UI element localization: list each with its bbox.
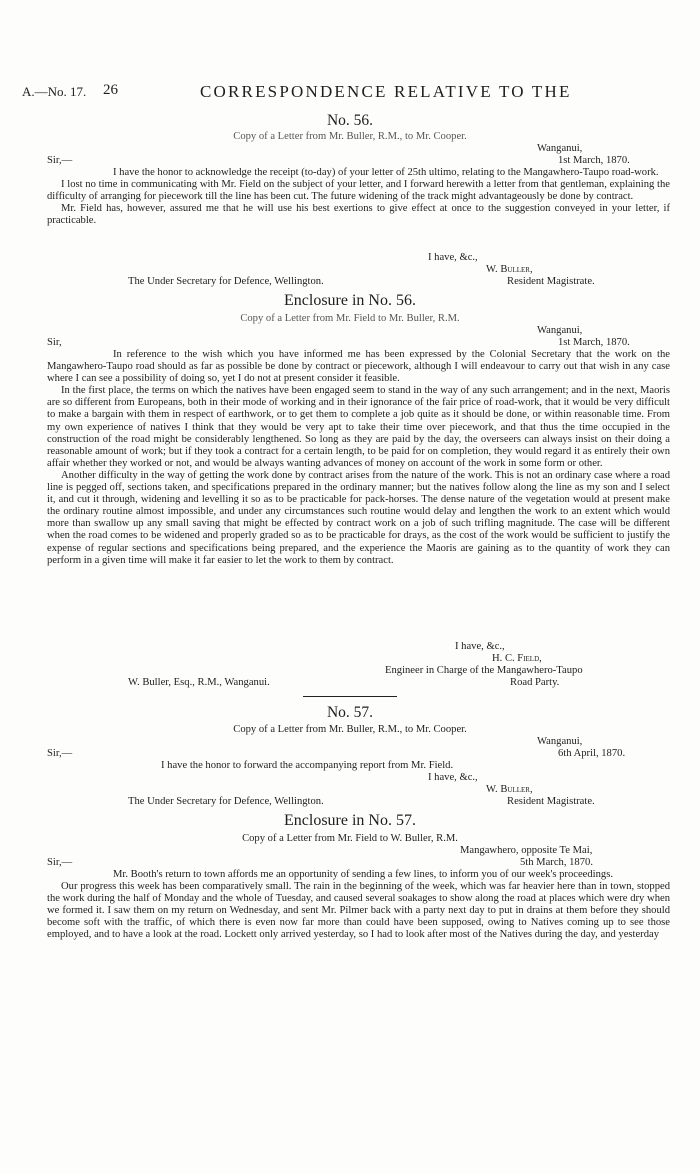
paragraph: I lost no time in communicating with Mr. Field on the subject of your letter, and I forward herewith a letter from that gentleman, explaining the difficulty of arranging for piecework till the line has been cut. The future widening of the track might advantageously be done by contract.	[47, 179, 670, 203]
enclosure-56-body	[47, 349, 670, 567]
enclosure-56-addressee: W. Buller, Esq., R.M., Wanganui.	[128, 677, 270, 688]
enclosure-56-place: Wanganui,	[537, 325, 583, 336]
parliamentary-paper-ref: A.—No. 17.	[22, 84, 87, 99]
enclosure-56-subtitle: Copy of a Letter from Mr. Field to Mr. Buller, R.M.	[240, 313, 460, 324]
paragraph: Mr. Booth's return to town affords me an opportunity of sending a few lines, to inform you of our week's proceedings.	[113, 869, 613, 880]
enclosure-56-heading: Enclosure in No. 56.	[284, 292, 416, 309]
enclosure-56-date: 1st March, 1870.	[558, 337, 630, 348]
section-divider	[303, 696, 397, 697]
letter-57-addressee: The Under Secretary for Defence, Wellington.	[128, 796, 324, 807]
enclosure-56-signer-title-2: Road Party.	[510, 677, 560, 688]
enclosure-57-place: Mangawhero, opposite Te Mai,	[460, 845, 593, 856]
letter-57-place: Wanganui,	[537, 736, 583, 747]
enclosure-57-date: 5th March, 1870.	[520, 857, 593, 868]
letter-56-addressee: The Under Secretary for Defence, Wellington.	[128, 276, 324, 287]
enclosure-56-salutation: Sir,	[47, 337, 62, 348]
letter-57-date: 6th April, 1870.	[558, 748, 626, 759]
letter-57-closing: I have, &c.,	[428, 772, 478, 783]
paragraph: I have the honor to acknowledge the receipt (to-day) of your letter of 25th ultimo, relating to the Mangawhero-Taupo road-work.	[113, 167, 659, 178]
letter-56-date: 1st March, 1870.	[558, 155, 630, 166]
enclosure-57-subtitle: Copy of a Letter from Mr. Field to W. Buller, R.M.	[242, 833, 458, 844]
paragraph: Another difficulty in the way of getting the work done by contract arises from the nature of the work. This is not an ordinary case where a road line is pegged off, sections taken, and specifications prepared in the ordinary manner; but the natives follow along the line as my son and I select it, and cut it through, widening and levelling it so as to be practicable for pack-horses. The dense nature of the vegetation would at present make the ordinary routine almost impossible, and under any circumstances such routine would delay and lengthen the work to an extent which would more than swallow up any small saving that might be effected by contract work on a job of such trifling magnitude. The case will be different when the road comes to be widened and properly graded so as to be practicable for drays, as the cost of the work would be sufficient to justify the expense of regular sections and specifications being prepared, and the experience the Maoris are gaining as to the quantity of work they can perform in a given time will make it far easier to let the work to them by contract.	[47, 469, 670, 566]
page-number: 26	[103, 82, 118, 98]
enclosure-56-signer-title-1: Engineer in Charge of the Mangawhero-Taupo	[385, 665, 583, 676]
letter-56-subtitle: Copy of a Letter from Mr. Buller, R.M., to Mr. Cooper.	[233, 131, 467, 142]
letter-56-closing: I have, &c.,	[428, 252, 478, 263]
paragraph: Mr. Field has, however, assured me that he will use his best exertions to give effect at once to the suggestion conveyed in your letter, if practicable.	[47, 203, 670, 227]
letter-56-signer-title: Resident Magistrate.	[507, 276, 595, 287]
enclosure-56-closing: I have, &c.,	[455, 641, 505, 652]
paragraph: In reference to the wish which you have informed me has been expressed by the Colonial Secretary that the work on the Mangawhero-Taupo road should as far as possible be done by contract or piecework, although I will endeavour to carry out that wish in any case where I can see a possibility of doing so, yet I do not at present consider it feasible.	[47, 349, 670, 385]
letter-57-number: No. 57.	[326, 704, 374, 721]
enclosure-57-salutation: Sir,—	[47, 857, 73, 868]
running-title: CORRESPONDENCE RELATIVE TO THE	[200, 82, 572, 101]
letter-56-signer: W. Buller,	[486, 264, 533, 275]
enclosure-57-body	[47, 869, 670, 942]
letter-56-number: No. 56.	[326, 112, 374, 129]
letter-57-signer: W. Buller,	[486, 784, 533, 795]
letter-57-signer-title: Resident Magistrate.	[507, 796, 595, 807]
letter-57-body: I have the honor to forward the accompanying report from Mr. Field.	[161, 760, 454, 771]
page-header	[0, 82, 700, 104]
letter-56-salutation: Sir,—	[47, 155, 73, 166]
enclosure-57-heading: Enclosure in No. 57.	[284, 812, 416, 829]
letter-56-place: Wanganui,	[537, 143, 583, 154]
paragraph: Our progress this week has been comparatively small. The rain in the beginning of the week, which was far heavier here than in town, stopped the work during the half of Monday and the whole of Tuesday, and caused several soakages to show along the road at places which were dry when we formed it. I saw them on my return on Wednesday, and sent Mr. Pilmer back with a party next day to put in drains at them before they should become soft with the traffic, of which there is even now far more than could have been supposed, owing to Natives coming up to see those employed, and to have a look at the road. Lockett only arrived yesterday, so I had to look after most of the Natives during the day, and yesterday	[47, 881, 670, 941]
enclosure-56-signer: H. C. Field,	[492, 653, 542, 664]
letter-56-body	[47, 167, 670, 227]
paragraph: In the first place, the terms on which the natives have been engaged seem to stand in the way of any such arrangement; and in the next, Maoris are so different from Europeans, both in their mode of working and in their ignorance of the fair price of road-work, that it would be very difficult to make a bargain with them in respect of earthwork, or to get them to complete a job quite as it should be done, or within reasonable time. From my own experience of natives I think that they would be very apt to take their time over piecework, and that thus the time occupied in the construction of the road might be considerably lengthened. So long as they are paid by the day, the overseers can always insist on their doing a reasonable amount of work; but if they took a contract for a certain length, to be paid for on completion, they would regard it as entirely their own affair whether they worked or not, and would be always wanting advances of money on account of the work in some form or other.	[47, 385, 670, 469]
letter-57-subtitle: Copy of a Letter from Mr. Buller, R.M., to Mr. Cooper.	[233, 724, 467, 735]
letter-57-salutation: Sir,—	[47, 748, 73, 759]
